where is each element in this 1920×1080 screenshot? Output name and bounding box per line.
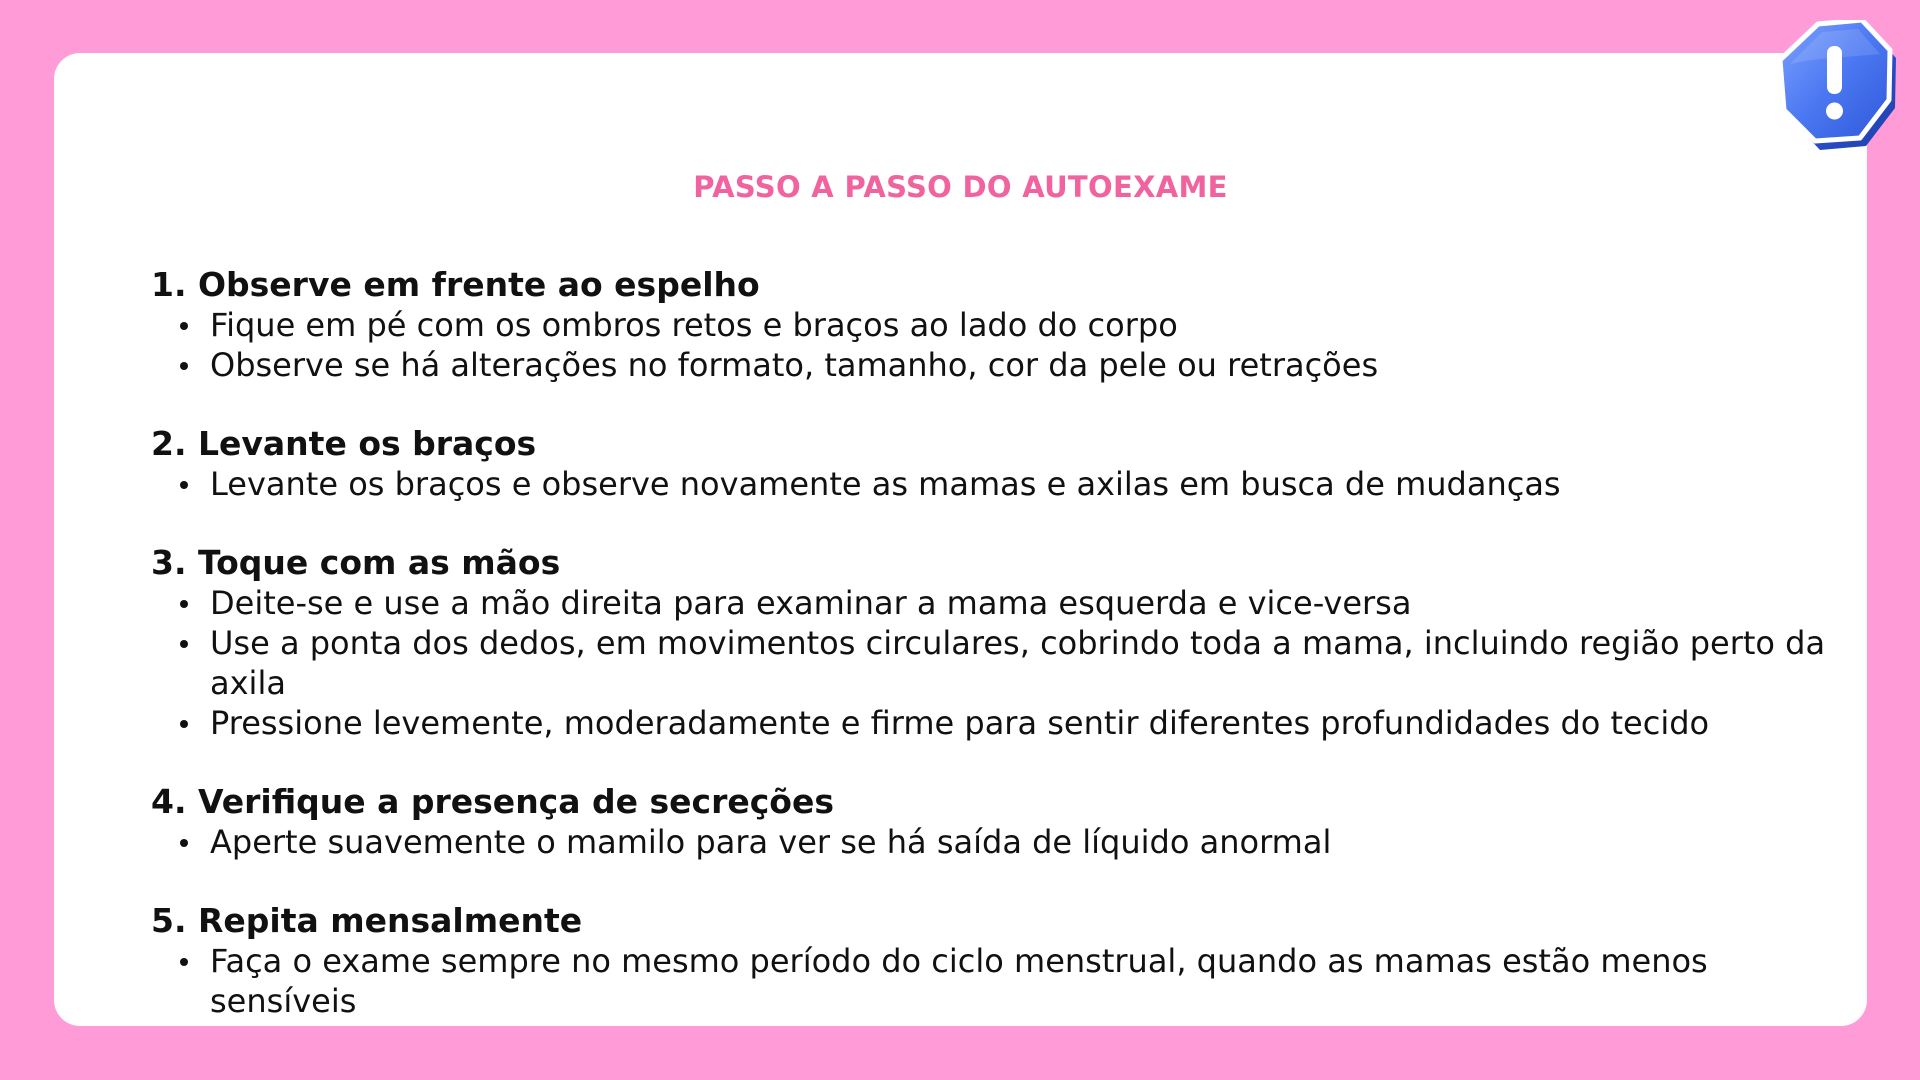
list-item-text: Fique em pé com os ombros retos e braços ao lado do corpo bbox=[210, 306, 1178, 344]
bullet-icon bbox=[180, 481, 188, 489]
list-item bbox=[151, 623, 1851, 703]
step-heading: 1. Observe em frente ao espelho bbox=[151, 265, 760, 304]
bullet-icon bbox=[180, 720, 188, 728]
list-item-text: Levante os braços e observe novamente as mamas e axilas em busca de mudanças bbox=[210, 465, 1561, 503]
content-card bbox=[54, 53, 1867, 1026]
step-section bbox=[151, 424, 1851, 504]
steps-list bbox=[151, 265, 1851, 1060]
bullet-list bbox=[151, 583, 1851, 743]
bullet-icon bbox=[180, 600, 188, 608]
list-item bbox=[151, 464, 1851, 504]
bullet-icon bbox=[180, 839, 188, 847]
step-heading: 3. Toque com as mãos bbox=[151, 543, 561, 582]
list-item-text: Deite-se e use a mão direita para examinar a mama esquerda e vice-versa bbox=[210, 584, 1412, 622]
bullet-icon bbox=[180, 958, 188, 966]
step-section bbox=[151, 265, 1851, 385]
list-item-text: Observe se há alterações no formato, tamanho, cor da pele ou retrações bbox=[210, 346, 1379, 384]
step-section bbox=[151, 782, 1851, 862]
list-item bbox=[151, 703, 1851, 743]
step-heading: 5. Repita mensalmente bbox=[151, 901, 583, 940]
bullet-list bbox=[151, 305, 1851, 385]
list-item-text: Pressione levemente, moderadamente e firme para sentir diferentes profundidades do tecido bbox=[210, 704, 1710, 742]
list-item bbox=[151, 822, 1851, 862]
list-item bbox=[151, 345, 1851, 385]
list-item-text: Aperte suavemente o mamilo para ver se há saída de líquido anormal bbox=[210, 823, 1332, 861]
exclamation-octagon-icon bbox=[1776, 20, 1898, 156]
list-item bbox=[151, 305, 1851, 345]
step-heading: 2. Levante os braços bbox=[151, 424, 537, 463]
bullet-list bbox=[151, 464, 1851, 504]
list-item-text: Use a ponta dos dedos, em movimentos circulares, cobrindo toda a mama, incluindo região perto da axila bbox=[210, 624, 1826, 702]
step-section bbox=[151, 543, 1851, 743]
page-title: PASSO A PASSO DO AUTOEXAME bbox=[693, 170, 1228, 204]
list-item bbox=[151, 583, 1851, 623]
bullet-icon bbox=[180, 362, 188, 370]
bullet-icon bbox=[180, 322, 188, 330]
step-heading: 4. Verifique a presença de secreções bbox=[151, 782, 834, 821]
step-section bbox=[151, 901, 1851, 1021]
bullet-list bbox=[151, 941, 1851, 1021]
list-item bbox=[151, 941, 1851, 1021]
bullet-list bbox=[151, 822, 1851, 862]
list-item-text: Faça o exame sempre no mesmo período do ciclo menstrual, quando as mamas estão menos sensíveis bbox=[210, 942, 1708, 1020]
bullet-icon bbox=[180, 640, 188, 648]
